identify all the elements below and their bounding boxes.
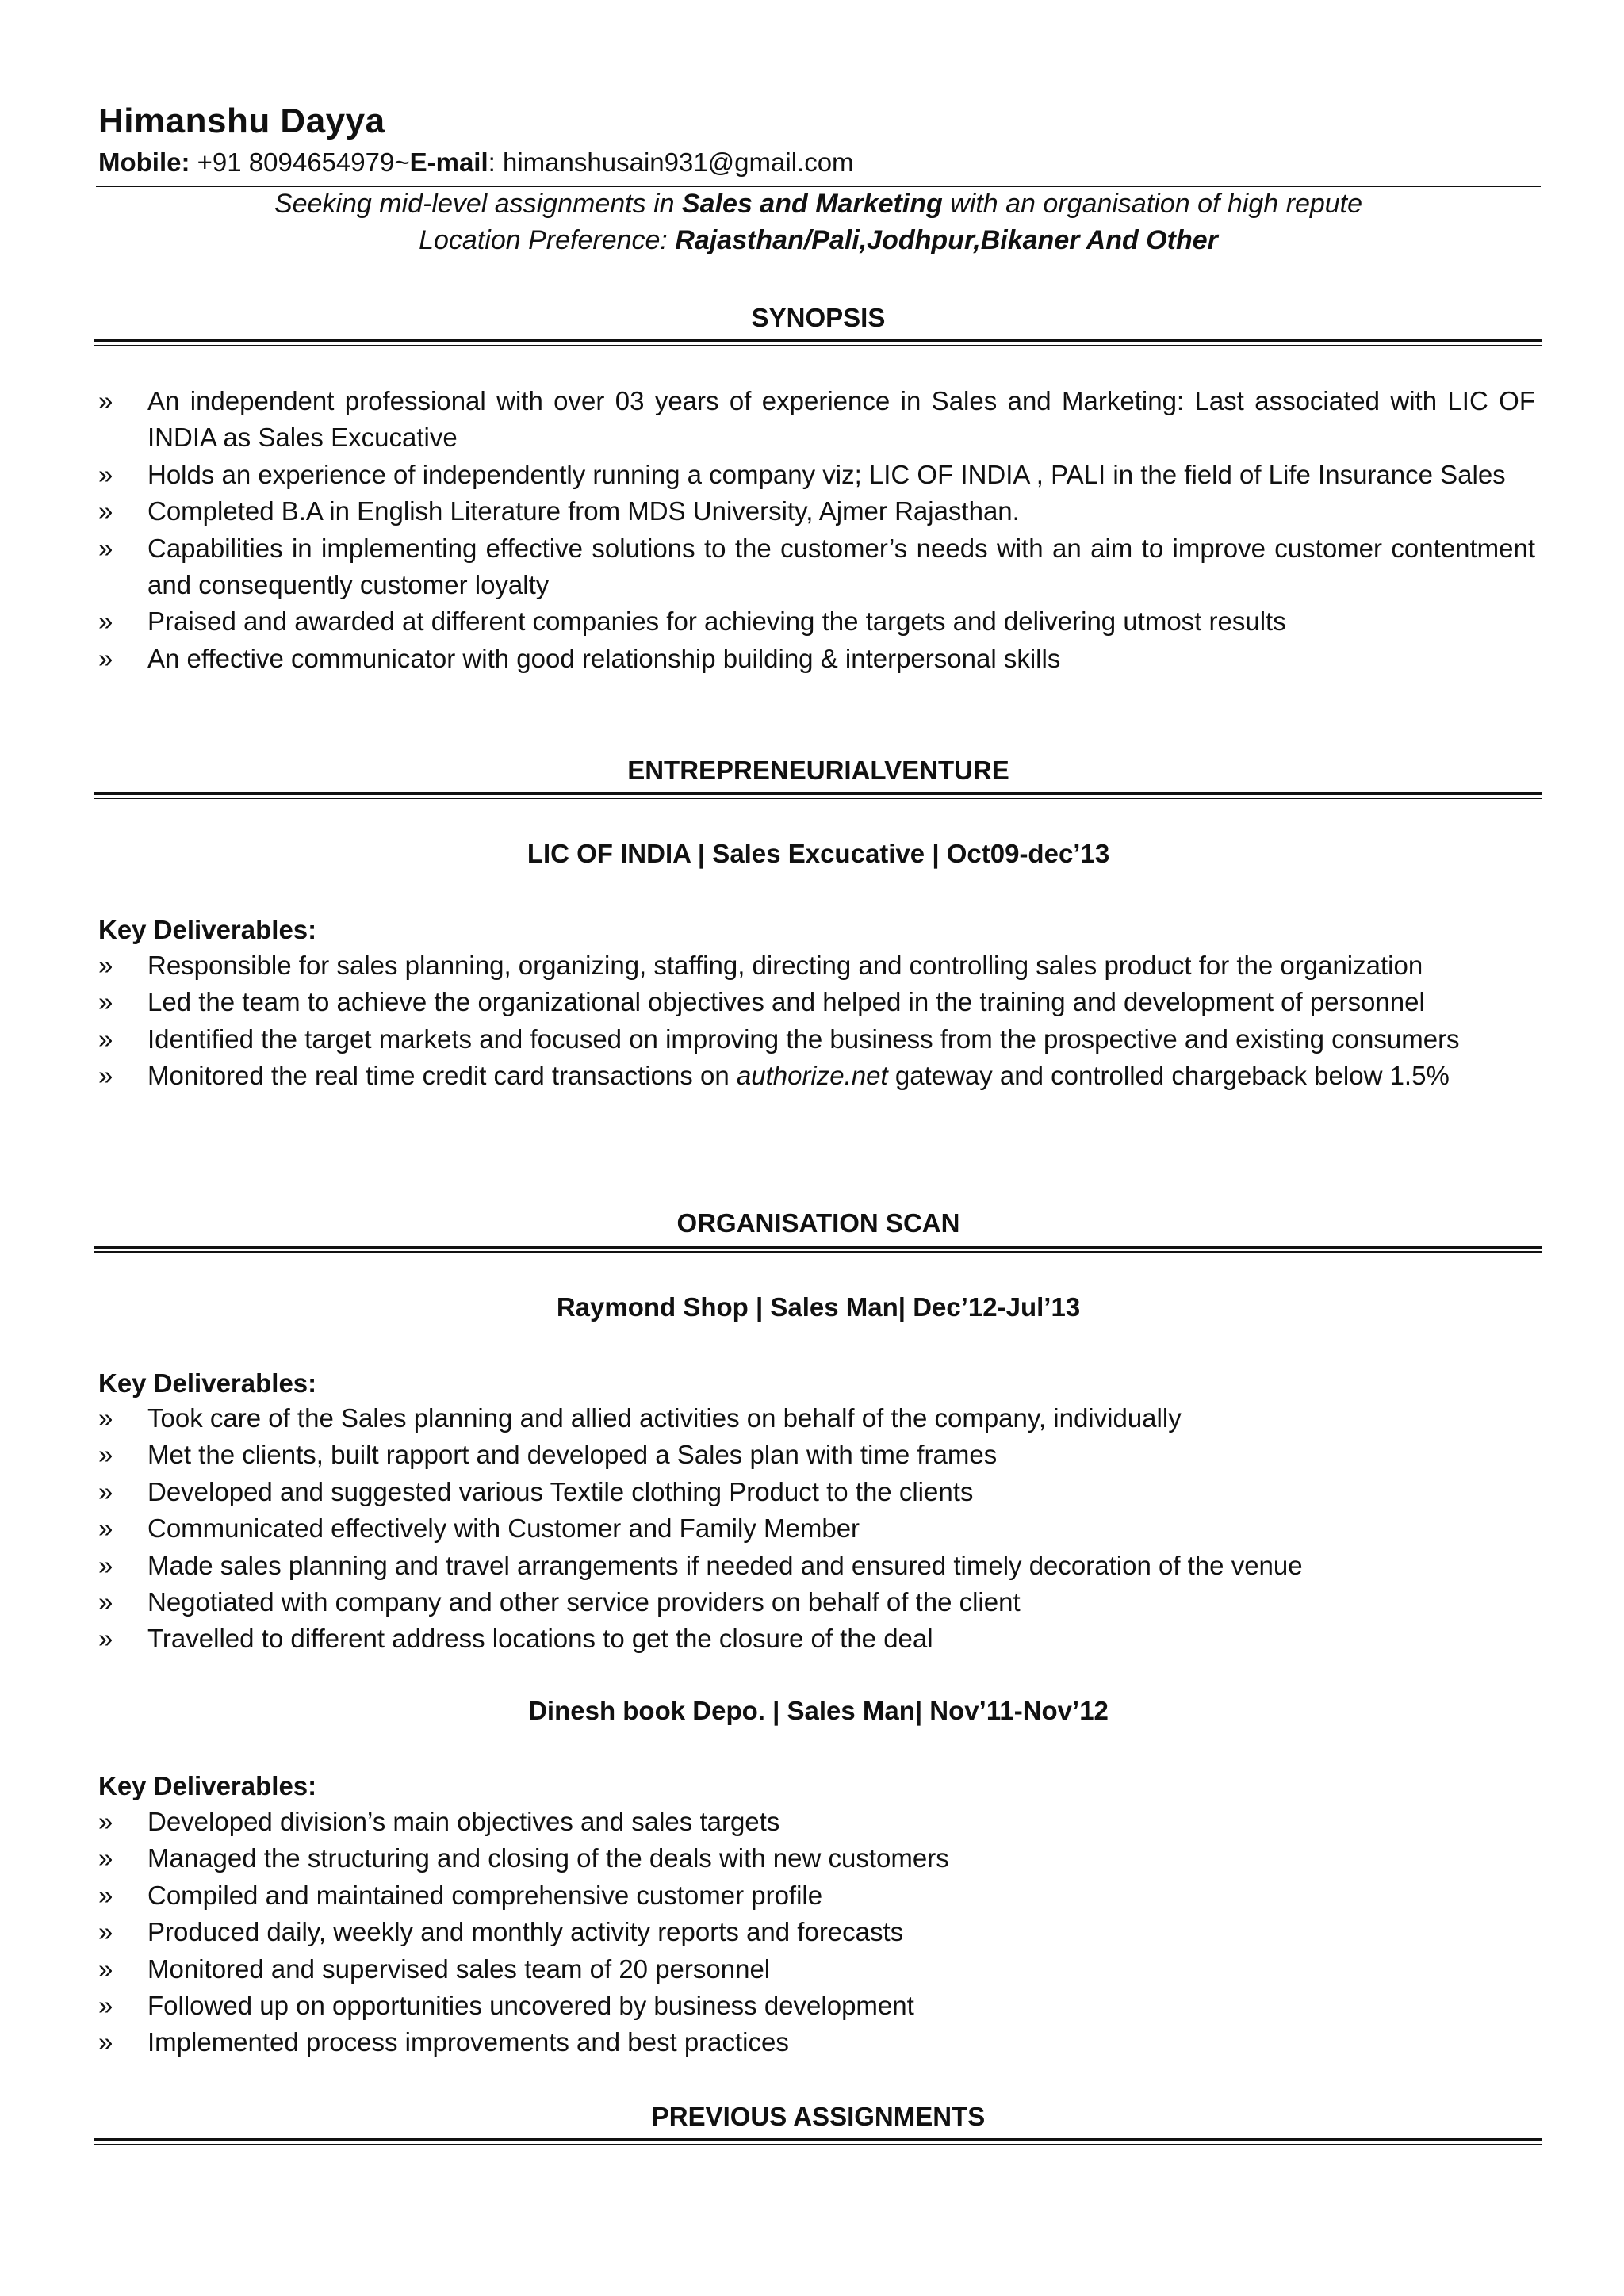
list-item: » Negotiated with company and other service providers on behalf of the client <box>98 1584 1535 1621</box>
candidate-name: Himanshu Dayya <box>98 101 385 140</box>
bullet-icon: » <box>98 987 113 1017</box>
synopsis-list <box>98 383 1535 677</box>
section-divider <box>94 792 1542 799</box>
job-heading-lic: LIC OF INDIA | Sales Excucative | Oct09-dec’13 <box>527 839 1110 868</box>
key-deliverables-label: Key Deliverables: <box>98 1771 317 1800</box>
email-value[interactable]: himanshusain931@gmail.com <box>503 147 854 177</box>
job-heading-dinesh: Dinesh book Depo. | Sales Man| Nov’11-Nov’12 <box>528 1696 1109 1725</box>
location-preference: Location Preference: Rajasthan/Pali,Jodhpur,Bikaner And Other <box>419 225 1218 255</box>
bullet-icon: » <box>98 2027 113 2057</box>
list-item: » Completed B.A in English Literature from MDS University, Ajmer Rajasthan. <box>98 493 1535 530</box>
list-item: » Capabilities in implementing effective solutions to the customer’s needs with an aim to improve customer contentment and consequently customer loyalty <box>98 530 1535 604</box>
list-item: » An effective communicator with good relationship building & interpersonal skills <box>98 641 1535 677</box>
list-item: » Travelled to different address locations to get the closure of the deal <box>98 1621 1535 1657</box>
list-item: » Holds an experience of independently running a company viz; LIC OF INDIA , PALI in the field of Life Insurance Sales <box>98 457 1535 493</box>
bullet-icon: » <box>98 643 113 673</box>
email-label: E-mail <box>409 147 488 177</box>
bullet-icon: » <box>98 1587 113 1617</box>
list-item: » Produced daily, weekly and monthly activity reports and forecasts <box>98 1914 1535 1950</box>
bullet-icon: » <box>98 386 113 415</box>
section-title-synopsis: SYNOPSIS <box>751 303 886 332</box>
bullet-icon: » <box>98 951 113 980</box>
bullet-icon: » <box>98 1880 113 1910</box>
list-item: » Developed division’s main objectives and sales targets <box>98 1804 1535 1840</box>
bullet-icon: » <box>98 459 113 489</box>
list-item: » Made sales planning and travel arrangements if needed and ensured timely decoration of the venue <box>98 1548 1535 1584</box>
list-item: » Took care of the Sales planning and allied activities on behalf of the company, individually <box>98 1400 1535 1437</box>
bullet-icon: » <box>98 1024 113 1054</box>
raymond-deliverables-list <box>98 1400 1535 1658</box>
bullet-icon: » <box>98 1513 113 1544</box>
bullet-icon: » <box>98 1440 113 1470</box>
section-title-previous: PREVIOUS ASSIGNMENTS <box>651 2102 986 2131</box>
section-title-entrepreneurial: ENTREPRENEURIALVENTURE <box>627 756 1009 785</box>
section-divider <box>94 339 1542 346</box>
bullet-icon: » <box>98 1624 113 1654</box>
list-item: » Monitored and supervised sales team of 20 personnel <box>98 1951 1535 1988</box>
bullet-icon: » <box>98 1403 113 1433</box>
bullet-icon: » <box>98 607 113 637</box>
section-title-organisation: ORGANISATION SCAN <box>676 1208 960 1238</box>
email-separator: : <box>488 147 496 177</box>
bullet-icon: » <box>98 1807 113 1836</box>
list-item: » Praised and awarded at different companies for achieving the targets and delivering utmost results <box>98 603 1535 640</box>
bullet-icon: » <box>98 1954 113 1984</box>
bullet-icon: » <box>98 1476 113 1506</box>
list-item: » An independent professional with over 03 years of experience in Sales and Marketing: Last associated with LIC OF INDIA as Sales Excucative <box>98 383 1535 457</box>
bullet-icon: » <box>98 1843 113 1873</box>
header-divider <box>96 186 1541 187</box>
contact-line <box>98 147 854 178</box>
list-item: » Led the team to achieve the organizational objectives and helped in the training and development of personnel <box>98 984 1535 1020</box>
list-item: » Implemented process improvements and best practices <box>98 2024 1535 2061</box>
section-divider <box>94 2138 1542 2145</box>
bullet-icon: » <box>98 1061 113 1091</box>
list-item: » Communicated effectively with Customer and Family Member <box>98 1510 1535 1547</box>
list-item: » Developed and suggested various Textile clothing Product to the clients <box>98 1474 1535 1510</box>
bullet-icon: » <box>98 496 113 526</box>
bullet-icon: » <box>98 1991 113 2021</box>
list-item: » Monitored the real time credit card transactions on authorize.net gateway and controlled chargeback below 1.5% <box>98 1058 1535 1094</box>
list-item: » Met the clients, built rapport and developed a Sales plan with time frames <box>98 1437 1535 1473</box>
list-item: » Identified the target markets and focused on improving the business from the prospective and existing consumers <box>98 1021 1535 1058</box>
mobile-label: Mobile: <box>98 147 190 177</box>
dinesh-deliverables-list <box>98 1804 1535 2061</box>
list-item: » Followed up on opportunities uncovered by business development <box>98 1988 1535 2024</box>
lic-deliverables-list <box>98 947 1535 1095</box>
bullet-icon: » <box>98 1917 113 1947</box>
objective-line: Seeking mid-level assignments in Sales and Marketing with an organisation of high repute <box>274 189 1363 219</box>
key-deliverables-label: Key Deliverables: <box>98 915 317 944</box>
job-heading-raymond: Raymond Shop | Sales Man| Dec’12-Jul’13 <box>556 1292 1081 1322</box>
key-deliverables-label: Key Deliverables: <box>98 1368 317 1398</box>
list-item: » Managed the structuring and closing of the deals with new customers <box>98 1840 1535 1877</box>
section-divider <box>94 1246 1542 1253</box>
bullet-icon: » <box>98 533 113 563</box>
bullet-icon: » <box>98 1550 113 1580</box>
list-item: » Compiled and maintained comprehensive customer profile <box>98 1877 1535 1914</box>
mobile-value: +91 8094654979~ <box>197 147 410 177</box>
list-item: » Responsible for sales planning, organizing, staffing, directing and controlling sales product for the organization <box>98 947 1535 984</box>
